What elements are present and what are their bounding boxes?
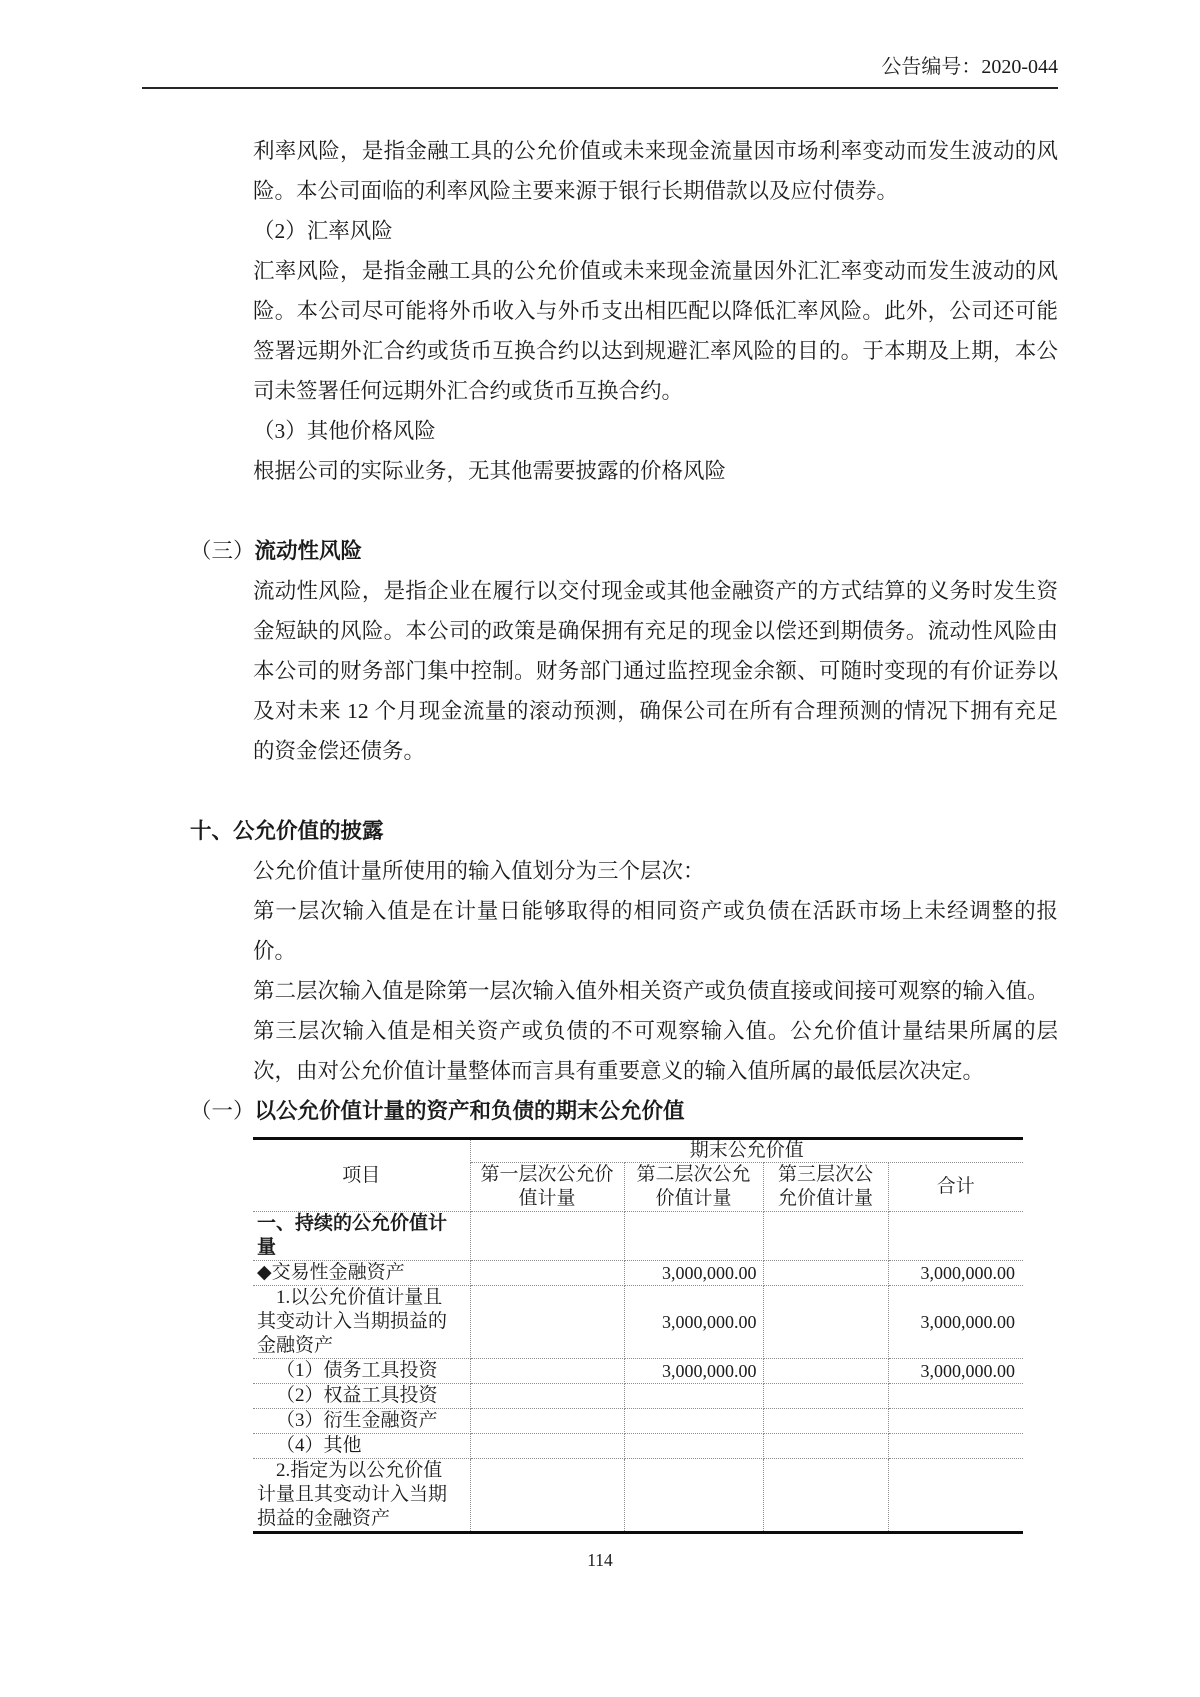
item-cell: （3）衍生金融资产 [253, 1409, 470, 1434]
doc-header [142, 54, 1058, 87]
risk-paragraphs-block [253, 131, 1058, 491]
item-3-other-price-label: （3）其他价格风险 [253, 419, 436, 443]
item-cell: （1）债务工具投资 [253, 1359, 470, 1384]
exchange-rate-risk-paragraph: 汇率风险，是指金融工具的公允价值或未来现金流量因外汇汇率变动而发生波动的风险。本公司尽可能将外币收入与外币支出相匹配以降低汇率风险。此外，公司还可能签署远期外汇合约或货币互换合约以达到规避汇率风险的目的。于本期及上期，本公司未签署任何远期外汇合约或货币互换合约。 [253, 259, 1058, 403]
item-cell: 2.指定为以公允价值计量且其变动计入当期损益的金融资产 [253, 1459, 470, 1533]
section-heading-liquidity-risk [190, 531, 1058, 571]
section-spacer [142, 491, 1058, 531]
section-title: 流动性风险 [254, 539, 363, 563]
column-header-level3: 第三层次公允价值计量 [763, 1163, 888, 1212]
section-heading-fair-value-disclosure: 十、公允价值的披露 [190, 819, 384, 843]
column-header-level2: 第二层次公允价值计量 [624, 1163, 763, 1212]
level2-value-cell: 3,000,000.00 [624, 1261, 763, 1286]
level3-value-cell [763, 1409, 888, 1434]
item-cell: ◆交易性金融资产 [253, 1261, 470, 1286]
column-header-level1: 第一层次公允价值计量 [470, 1163, 624, 1212]
level2-value-cell: 3,000,000.00 [624, 1359, 763, 1384]
document-body [142, 131, 1058, 1534]
fv-table-body [253, 1212, 1023, 1533]
level2-value-cell [624, 1212, 763, 1261]
level1-value-cell [470, 1409, 624, 1434]
column-header-group: 期末公允价值 [470, 1139, 1023, 1163]
item-cell: （4）其他 [253, 1434, 470, 1459]
table-row [253, 1212, 1023, 1261]
liquidity-paragraph-block [253, 571, 1058, 771]
interest-rate-risk-paragraph: 利率风险，是指金融工具的公允价值或未来现金流量因市场利率变动而发生波动的风险。本公司面临的利率风险主要来源于银行长期借款以及应付债券。 [253, 139, 1058, 203]
total-value-cell: 3,000,000.00 [888, 1261, 1023, 1286]
level2-value-cell [624, 1459, 763, 1533]
level2-value-cell [624, 1409, 763, 1434]
total-value-cell [888, 1212, 1023, 1261]
column-header-total: 合计 [888, 1163, 1023, 1212]
fv-level3-paragraph: 第三层次输入值是相关资产或负债的不可观察输入值。公允价值计量结果所属的层次，由对公允价值计量整体而言具有重要意义的输入值所属的最低层次决定。 [253, 1019, 1058, 1083]
level1-value-cell [470, 1434, 624, 1459]
table-row [253, 1286, 1023, 1359]
table-row [253, 1384, 1023, 1409]
fv-level1-paragraph: 第一层次输入值是在计量日能够取得的相同资产或负债在活跃市场上未经调整的报价。 [253, 899, 1058, 963]
fv-intro-paragraph: 公允价值计量所使用的输入值划分为三个层次： [253, 859, 705, 883]
table-row [253, 1409, 1023, 1434]
fv-table-header [253, 1139, 1023, 1212]
item-cell: 1.以公允价值计量且其变动计入当期损益的金融资产 [253, 1286, 470, 1359]
total-value-cell: 3,000,000.00 [888, 1359, 1023, 1384]
level3-value-cell [763, 1359, 888, 1384]
item-cell: （2）权益工具投资 [253, 1384, 470, 1409]
level1-value-cell [470, 1212, 624, 1261]
level1-value-cell [470, 1359, 624, 1384]
level1-value-cell [470, 1459, 624, 1533]
fair-value-levels-block [253, 851, 1058, 1091]
level2-value-cell [624, 1434, 763, 1459]
table-header-row-group [253, 1139, 1023, 1163]
level1-value-cell [470, 1384, 624, 1409]
fair-value-table [253, 1137, 1023, 1534]
level3-value-cell [763, 1261, 888, 1286]
total-value-cell [888, 1459, 1023, 1533]
level3-value-cell [763, 1459, 888, 1533]
total-value-cell [888, 1384, 1023, 1409]
total-value-cell [888, 1409, 1023, 1434]
level2-value-cell: 3,000,000.00 [624, 1286, 763, 1359]
fv-level2-paragraph: 第二层次输入值是除第一层次输入值外相关资产或负债直接或间接可观察的输入值。 [253, 979, 1049, 1003]
item-cell: 一、持续的公允价值计量 [253, 1212, 470, 1261]
total-value-cell: 3,000,000.00 [888, 1286, 1023, 1359]
item-2-exchange-rate-label: （2）汇率风险 [253, 219, 393, 243]
announcement-number: 公告编号：2020-044 [881, 56, 1058, 78]
section-spacer [142, 771, 1058, 811]
liquidity-risk-paragraph: 流动性风险，是指企业在履行以交付现金或其他金融资产的方式结算的义务时发生资金短缺的风险。本公司的政策是确保拥有充足的现金以偿还到期债务。流动性风险由本公司的财务部门集中控制。财务部门通过监控现金余额、可随时变现的有价证券以及对未来 12 个月现金流量的滚动预测，确保公司在所有合理预测的情况下拥有充足的资金偿还债务。 [253, 579, 1058, 763]
table-row [253, 1261, 1023, 1286]
total-value-cell [888, 1434, 1023, 1459]
table-row [253, 1459, 1023, 1533]
level3-value-cell [763, 1384, 888, 1409]
level2-value-cell [624, 1384, 763, 1409]
table-row [253, 1359, 1023, 1384]
column-header-item: 项目 [253, 1139, 470, 1212]
level1-value-cell [470, 1261, 624, 1286]
level1-value-cell [470, 1286, 624, 1359]
subsection-number: （一） [190, 1099, 255, 1123]
subsection-title: 以公允价值计量的资产和负债的期末公允价值 [254, 1099, 685, 1123]
table-row [253, 1434, 1023, 1459]
header-rule [142, 87, 1058, 89]
page-number: 114 [587, 1550, 613, 1570]
other-price-risk-paragraph: 根据公司的实际业务，无其他需要披露的价格风险 [253, 459, 727, 483]
level3-value-cell [763, 1434, 888, 1459]
section-heading-fv-table [190, 1091, 1058, 1131]
level3-value-cell [763, 1286, 888, 1359]
level3-value-cell [763, 1212, 888, 1261]
section-number: （三） [190, 539, 255, 563]
